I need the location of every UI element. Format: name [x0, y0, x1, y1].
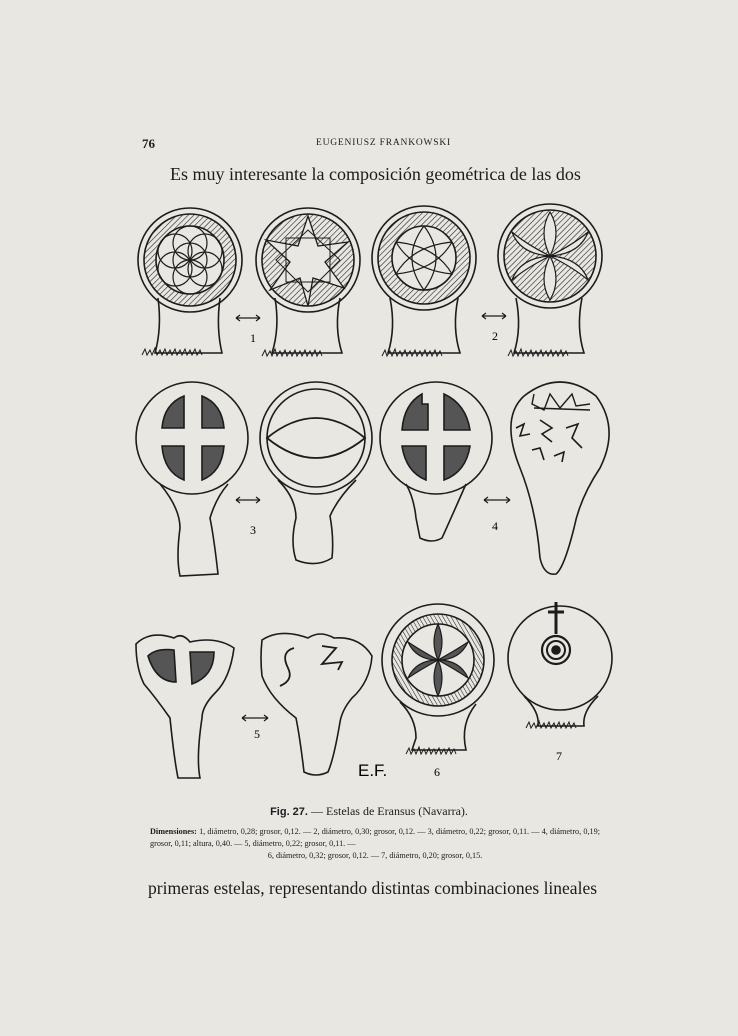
stele-3-back: [260, 382, 372, 564]
artist-initials: E.F.: [358, 761, 388, 780]
body-text-bottom: primeras estelas, representando distintas combinaciones lineales: [148, 878, 598, 898]
stele-number-6: 6: [434, 765, 440, 779]
stele-2-front: [372, 206, 476, 356]
running-head: EUGENIUSZ FRANKOWSKI: [316, 138, 452, 148]
figure-caption-text: — Estelas de Eransus (Navarra).: [307, 804, 468, 818]
figure-label: Fig. 27.: [270, 806, 308, 818]
stele-1-back: [256, 208, 360, 356]
dimensions-label: Dimensiones:: [150, 827, 197, 836]
stele-number-7: 7: [556, 749, 562, 763]
dimensions-line-1: 1, diámetro, 0,28; grosor, 0,12. — 2, diámetro, 0,30; grosor, 0,12. — 3, diámetro, 0,22;: [196, 827, 486, 836]
stele-number-4: 4: [492, 519, 498, 533]
stele-number-3: 3: [250, 523, 256, 537]
estelas-illustration: [120, 198, 630, 798]
dimensions-line-2: grosor, 0,11. — 4, diámetro, 0,19; grosor, 0,11; altura, 0,40. — 5, diámetro, 0,22; grosor, 0,11. —: [150, 827, 600, 848]
dimensions-line-3: 6, diámetro, 0,32; grosor, 0,12. — 7, diámetro, 0,20; grosor, 0,15.: [267, 851, 483, 860]
stele-4-front: [380, 382, 492, 541]
stele-2-back: [498, 204, 602, 356]
stele-5-front: [136, 635, 234, 778]
stele-6: [382, 604, 494, 754]
stele-number-5: 5: [254, 727, 260, 741]
figure-caption: [0, 804, 738, 819]
figure-estelas: [120, 198, 630, 798]
page-number: 76: [142, 136, 155, 151]
stele-3-front: [136, 382, 248, 576]
stele-number-1: 1: [250, 331, 256, 345]
stele-4-back: [511, 382, 609, 574]
stele-1-front: [138, 208, 242, 355]
dimensions-note: [150, 826, 600, 862]
stele-number-2: 2: [492, 329, 498, 343]
body-text-top: Es muy interesante la composición geométrica de las dos: [170, 164, 581, 184]
stele-7: [508, 602, 612, 728]
stele-5-back: [261, 633, 372, 775]
